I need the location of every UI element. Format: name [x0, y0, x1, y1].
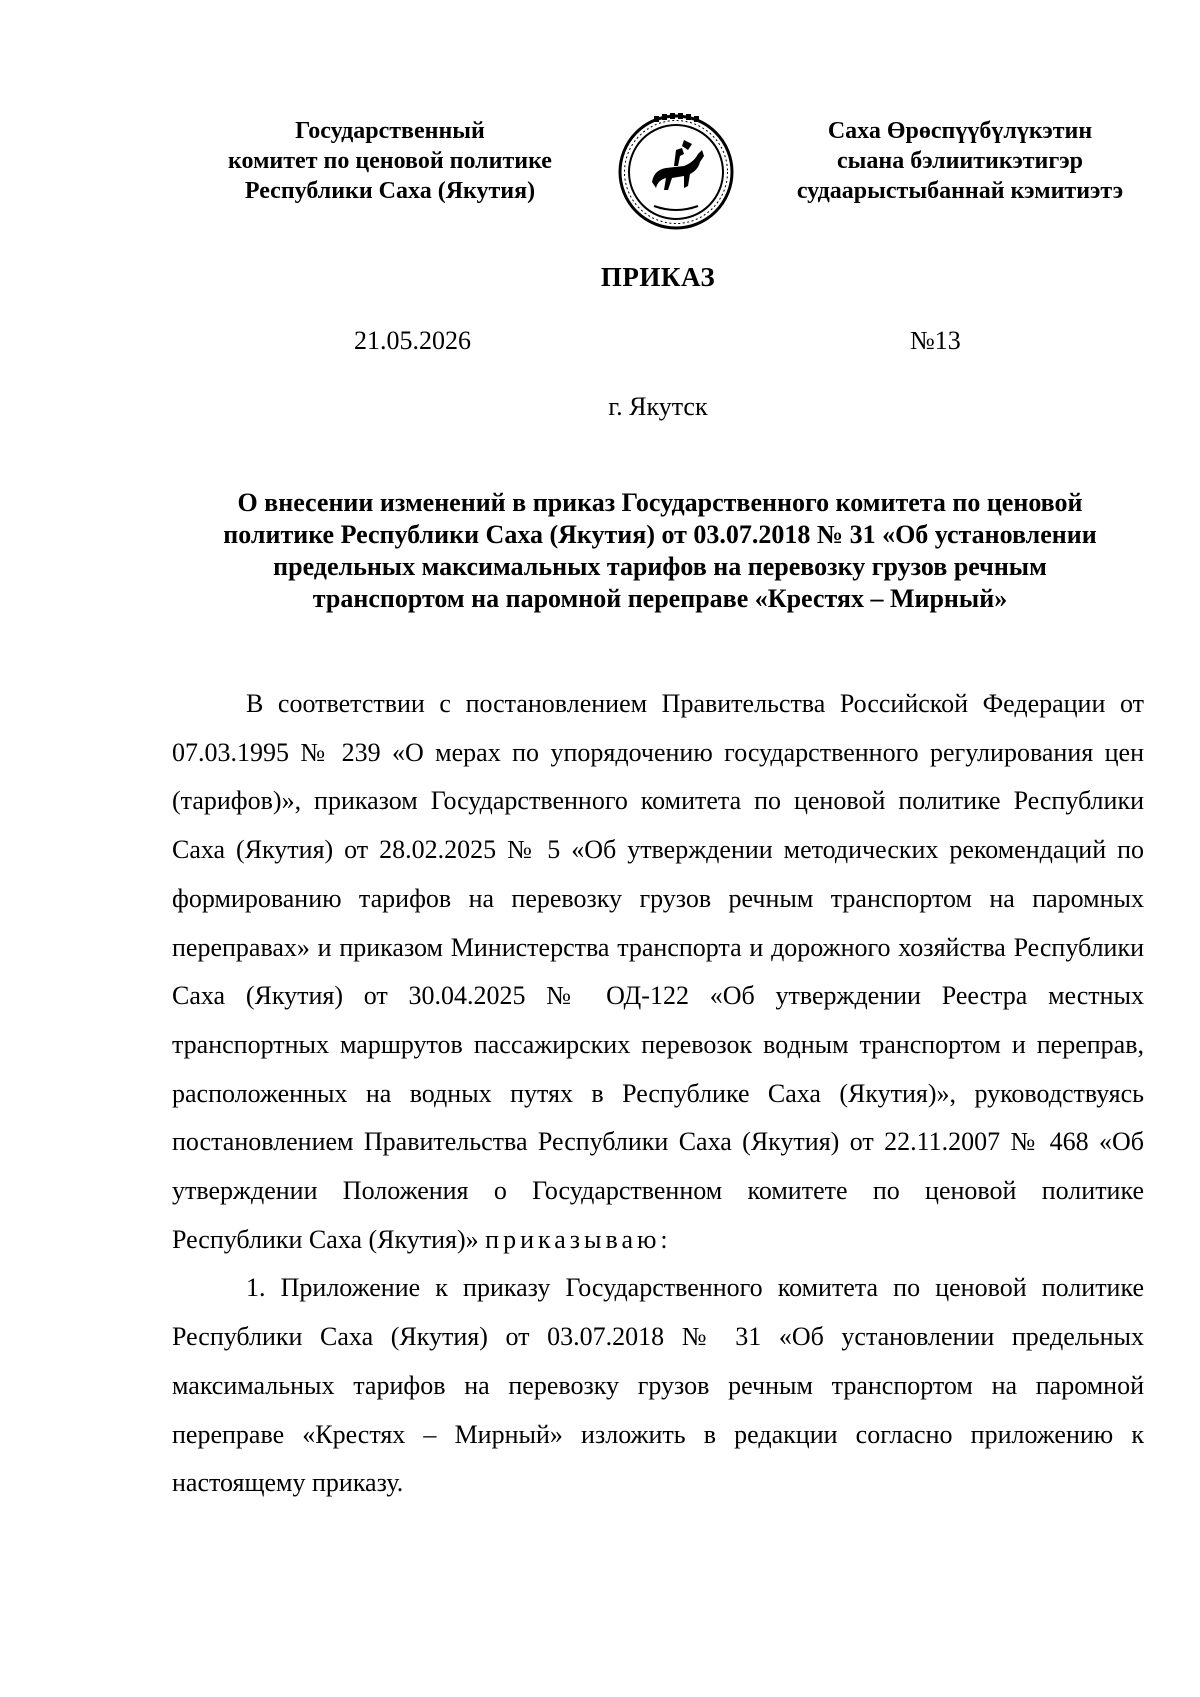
issuer-name-sakha — [770, 116, 1150, 206]
title-line: О внесении изменений в приказ Государственного комитета по ценовой — [237, 488, 1083, 517]
issuer-line: Государственный — [295, 118, 485, 144]
title-line: транспортом на паромной переправе «Крестях – Мирный» — [312, 584, 1008, 613]
document-title — [170, 487, 1150, 615]
order-word: приказываю: — [485, 1224, 672, 1254]
title-line: политике Республики Саха (Якутия) от 03.07.2018 № 31 «Об установлении — [223, 520, 1097, 549]
issuer-line: судаарыстыбаннай кэмитиэтэ — [796, 178, 1124, 204]
title-line: предельных максимальных тарифов на перевозку грузов речным — [273, 552, 1047, 581]
document-date: 21.05.2026 — [354, 326, 471, 355]
issuer-line: сыана бэлиитикэтигэр — [836, 148, 1083, 174]
issuer-line: комитет по ценовой политике — [228, 148, 552, 174]
coat-of-arms-emblem-icon — [614, 110, 738, 234]
issuer-line: Республики Саха (Якутия) — [244, 178, 536, 204]
document-body — [172, 680, 1144, 1508]
document-city: г. Якутск — [608, 392, 708, 421]
document-type-heading: ПРИКАЗ — [600, 262, 716, 292]
preamble-paragraph — [172, 680, 1144, 1264]
issuer-line: Саха Өрөспүүбүлүкэтин — [827, 118, 1093, 144]
document-number: №13 — [910, 326, 961, 355]
issuer-name-russian — [195, 116, 585, 206]
clause-1-paragraph: 1. Приложение к приказу Государственного комитета по ценовой политике Республики Саха (Якутия) от 03.07.2018 № 31 «Об установлении предельных максимальных тарифов на перевозку грузов речным транспортом на паромной переправе «Крестях – Мирный» изложить в редакции согласно приложению к настоящему приказу. — [172, 1273, 1144, 1498]
preamble-text: В соответствии с постановлением Правительства Российской Федерации от 07.03.1995 № 239 «О мерах по упорядочению государственного регулирования цен (тарифов)», приказом Государственного комитета по ценовой политике Республики Саха (Якутия) от 28.02.2025 № 5 «Об утверждении методических рекомендаций по формированию тарифов на перевозку грузов речным транспортом на паромных переправах» и приказом Министерства транспорта и дорожного хозяйства Республики Саха (Якутия) от 30.04.2025 № ОД-122 «Об утверждении Реестра местных транспортных маршрутов пассажирских перевозок водным транспортом и переправ, расположенных на водных путях в Республике Саха (Якутия)», руководствуясь постановлением Правительства Республики Саха (Якутия) от 22.11.2007 № 468 «Об утверждении Положения о Государственном комитете по ценовой политике Республики Саха (Якутия)» — [172, 689, 1144, 1254]
